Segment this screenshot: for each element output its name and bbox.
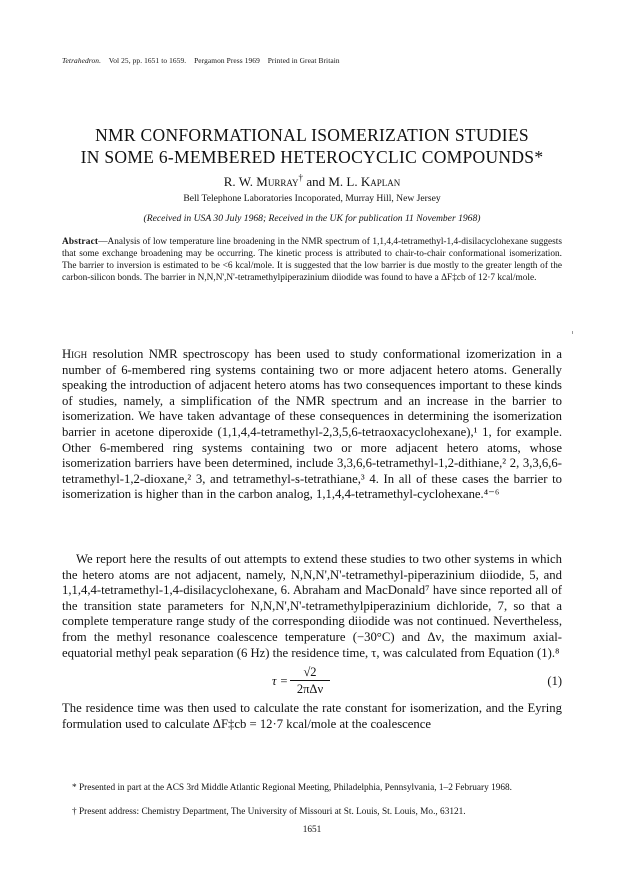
- author-1-footnote-mark: †: [298, 172, 304, 183]
- paragraph-3: The residence time was then used to calculate the rate constant for isomerization, and the Eyring formulation used to calculate ΔF‡cb = 12·7 kcal/mole at the coalescence: [62, 701, 562, 731]
- abstract: [62, 236, 562, 284]
- equation-denominator: 2πΔν: [296, 682, 324, 696]
- author-conjunction: and: [303, 174, 329, 189]
- paragraph-1-lead: High: [62, 347, 88, 361]
- publisher: Pergamon Press 1969: [194, 56, 260, 65]
- title-line-1: NMR CONFORMATIONAL ISOMERIZATION STUDIES: [95, 125, 529, 145]
- journal-header: [62, 56, 340, 65]
- authors: [0, 174, 624, 190]
- page-number: 1651: [302, 825, 322, 835]
- author-1: R. W. Murray: [223, 174, 299, 189]
- footnote-2: † Present address: Chemistry Department, The University of Missouri at St. Louis, St. Louis, Mo., 63121.: [72, 807, 466, 817]
- paragraph-1: [62, 347, 562, 503]
- equation-numerator: √2: [290, 664, 330, 681]
- author-2: M. L. Kaplan: [328, 174, 401, 189]
- footnote-1: * Presented in part at the ACS 3rd Middle Atlantic Regional Meeting, Philadelphia, Pennsylvania, 1–2 February 1968.: [72, 783, 512, 793]
- paragraph-2: We report here the results of out attempts to extend these studies to two other systems in which the hetero atoms are not adjacent, namely, N,N,N',N'-tetramethyl-piperazinium diiodide, 5, and 1,1,4,4-tetramethyl-1,4-disilacyclohexane, 6. Abraham and MacDonald⁷ have since reported all of the transition state parameters for N,N,N',N'-tetramethylpiperazinium dichloride, 7, so that a complete temperature range study of the corresponding diiodide was not continued. Nevertheless, from the methyl resonance coalescence temperature (−30°C) and Δν, the maximum axial-equatorial methyl peak separation (6 Hz) the residence time, τ, was calculated from Equation (1).⁸: [62, 552, 562, 660]
- equation-lhs: τ =: [272, 674, 289, 688]
- abstract-text: —Analysis of low temperature line broadening in the NMR spectrum of 1,1,4,4-tetramethyl-1,4-disilacyclohexane suggests that some exchange broadening may be occurring. The kinetic process is attributed to chair-to-chair conformational isomerization. The barrier to inversion is estimated to be <6 kcal/mole. It is suggested that the low barrier is due mostly to the greater length of the carbon-silicon bonds. The barrier in N,N,N',N'-tetramethylpiperazinium diiodide was found to have a ΔF‡cb of 12·7 kcal/mole.: [62, 237, 562, 283]
- affiliation: Bell Telephone Laboratories Incoporated, Murray Hill, New Jersey: [183, 193, 441, 204]
- paragraph-1-text: resolution NMR spectroscopy has been used to study conformational izomerization in a number of 6-membered ring systems containing two or more adjacent hetero atoms. Generally speaking the introduction of adjacent hetero atoms has two consequences important to these kinds of studies, namely, a simplification of the NMR spectrum and an increase in the barrier to isomerization. We have taken advantage of these consequences in determining the isomerization barrier in acetone diperoxide (1,1,4,4-tetramethyl-2,3,5,6-tetraoxacyclohexane),¹ 1, for example. Other 6-membered ring systems containing two or more adjacent hetero atoms, whose isomerization barriers have been determined, include 3,3,6,6-tetramethyl-1,2-dithiane,² 2, 3,3,6,6-tetramethyl-1,2-dioxane,² 3, and tetramethyl-s-tetrathiane,³ 4. In all of these cases the barrier to isomerization is higher than in the carbon analog, 1,1,4,4-tetramethyl-cyclohexane.⁴⁻⁶: [62, 347, 562, 502]
- journal-name: Tetrahedron.: [62, 56, 102, 65]
- printed-in: Printed in Great Britain: [267, 56, 340, 65]
- received-dates: (Received in USA 30 July 1968; Received in the UK for publication 11 November 1968): [143, 213, 481, 224]
- abstract-heading: Abstract: [62, 237, 99, 247]
- equation-1: [62, 664, 562, 698]
- citation: Vol 25, pp. 1651 to 1659.: [108, 56, 187, 65]
- equation-fraction: [290, 664, 330, 697]
- equation-number: (1): [547, 674, 562, 688]
- title-line-2: IN SOME 6-MEMBERED HETEROCYCLIC COMPOUNDS*: [80, 147, 544, 167]
- margin-mark: [572, 331, 573, 334]
